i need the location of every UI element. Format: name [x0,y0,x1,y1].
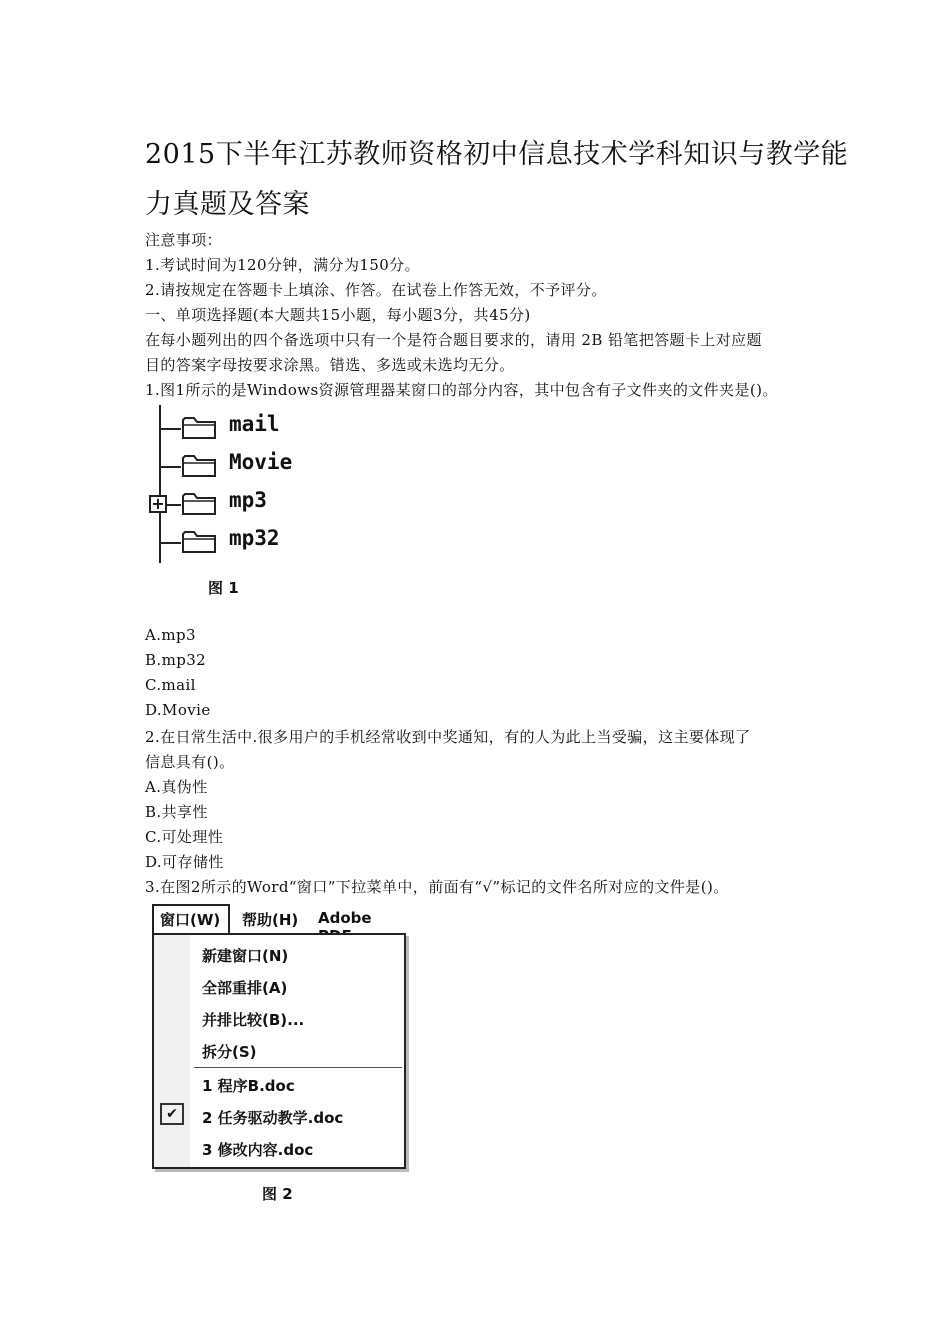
q2-option-a: A.真伪性 [145,778,208,796]
menu-separator [194,1067,402,1068]
menu-item-file-3: 3 修改内容.doc [202,1141,314,1159]
tree-branch-line [159,428,181,430]
figure-1-caption: 图 1 [208,579,239,597]
q2-stem-line1: 2.在日常生活中.很多用户的手机经常收到中奖通知，有的人为此上当受骗，这主要体现了 [145,728,751,746]
folder-name-mp3: mp3 [229,488,267,512]
folder-icon [181,414,217,440]
menu-item-arrange-all: 全部重排(A) [202,979,288,997]
folder-icon [181,490,217,516]
folder-icon [181,452,217,478]
notes-heading: 注意事项： [145,231,223,249]
menu-window: 窗口(W) [160,911,221,929]
window-dropdown-menu [152,933,406,1169]
q1-option-a: A.mp3 [145,626,196,644]
folder-name-mp32: mp32 [229,526,280,550]
q1-option-d: D.Movie [145,701,211,719]
q2-option-b: B.共享性 [145,803,208,821]
tree-branch-line [159,466,181,468]
q3-stem: 3.在图2所示的Word“窗口”下拉菜单中，前面有“√”标记的文件名所对应的文件是()。 [145,878,729,896]
section-instruction-2: 目的答案字母按要求涂黑。错选、多选或未选均无分。 [145,356,515,374]
folder-icon [181,528,217,554]
q2-option-d: D.可存储性 [145,853,224,871]
document-title-line1: 2015下半年江苏教师资格初中信息技术学科知识与教学能 [145,139,849,170]
q1-stem: 1.图1所示的是Windows资源管理器某窗口的部分内容，其中包含有子文件夹的文件夹是()。 [145,381,778,399]
expand-plus-icon: + [149,495,167,513]
q2-stem-line2: 信息具有()。 [145,753,235,771]
q1-option-b: B.mp32 [145,651,207,669]
checkmark-icon: ✔ [160,1103,184,1125]
menu-icon-strip [154,935,190,1167]
menu-item-file-1: 1 程序B.doc [202,1077,295,1095]
q2-option-c: C.可处理性 [145,828,224,846]
menu-item-split: 拆分(S) [202,1043,257,1061]
section-instruction-1: 在每小题列出的四个备选项中只有一个是符合题目要求的，请用 2B 铅笔把答题卡上对应题 [145,331,762,349]
menu-adobe-pdf: Adobe [318,909,372,927]
figure-2-window-menu [150,903,410,1203]
menu-bar [150,903,410,933]
section-heading: 一、单项选择题(本大题共15小题，每小题3分，共45分) [145,306,531,324]
q1-option-c: C.mail [145,676,196,694]
folder-name-movie: Movie [229,450,293,474]
figure-1-folder-tree [145,400,315,605]
note-1: 1.考试时间为120分钟，满分为150分。 [145,256,420,274]
document-title-line2: 力真题及答案 [145,189,310,220]
menu-item-new-window: 新建窗口(N) [202,947,289,965]
menu-help: 帮助(H) [242,911,299,929]
menu-item-file-2: 2 任务驱动教学.doc [202,1109,344,1127]
note-2: 2.请按规定在答题卡上填涂、作答。在试卷上作答无效，不予评分。 [145,281,607,299]
tree-branch-line [159,542,181,544]
folder-name-mail: mail [229,412,280,436]
figure-2-caption: 图 2 [262,1185,293,1203]
menu-item-compare: 并排比较(B)... [202,1011,305,1029]
